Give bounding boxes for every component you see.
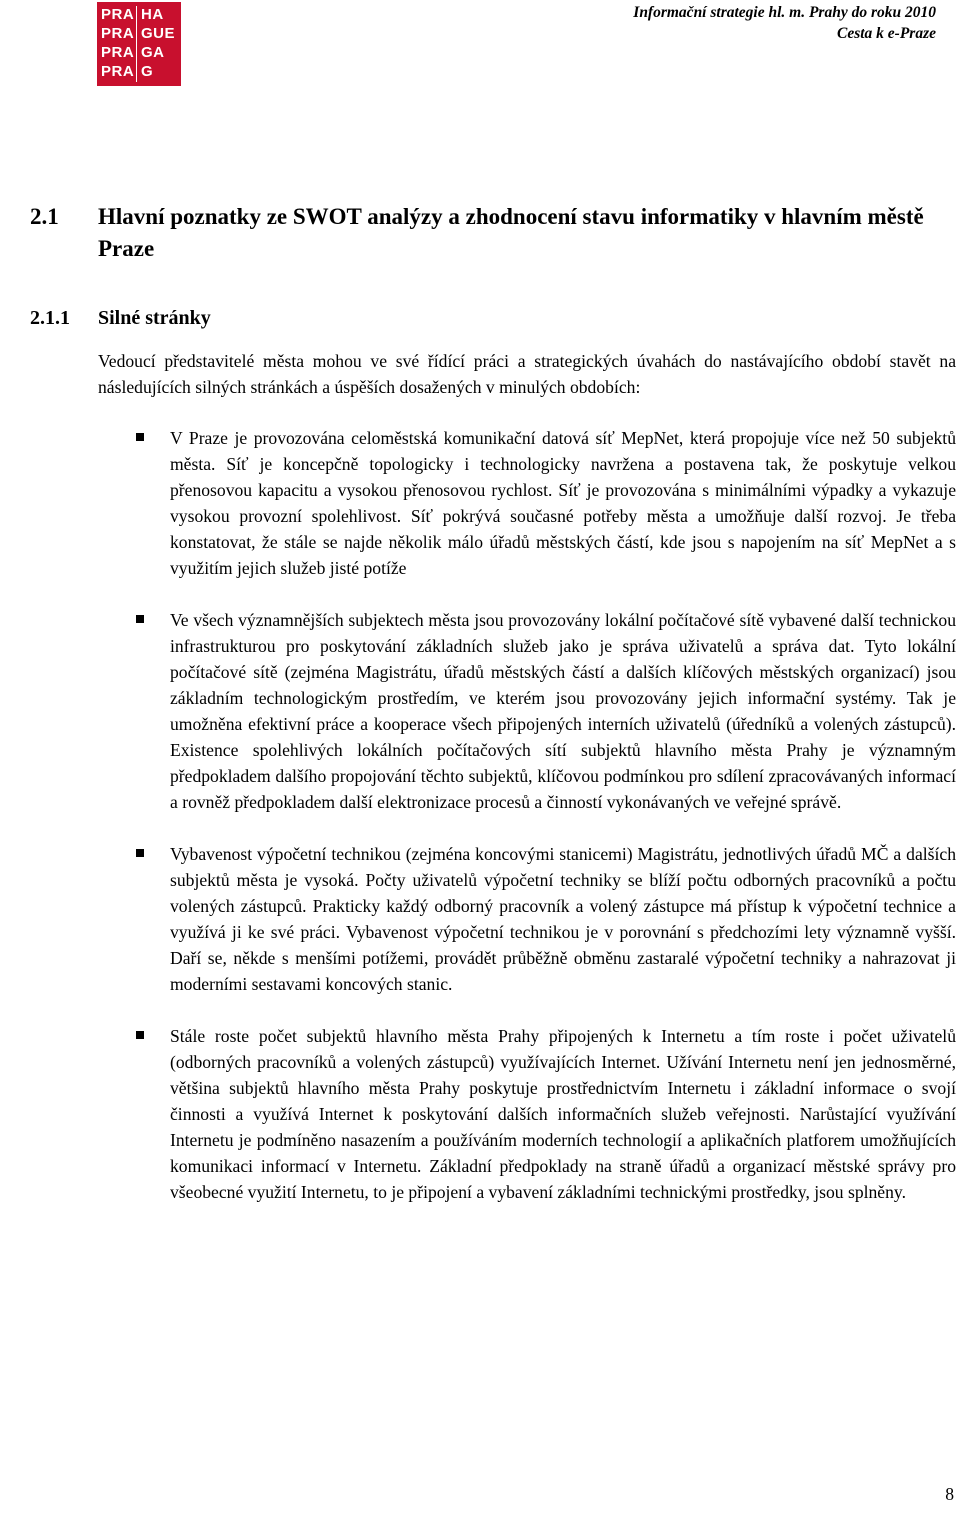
logo-text: HA: [141, 6, 164, 23]
page-number: 8: [945, 1484, 954, 1504]
logo-text: GA: [141, 44, 165, 61]
bullet-square-icon: [136, 1031, 144, 1039]
prague-logo: [97, 2, 181, 86]
list-item: [98, 425, 956, 581]
header-subtitle: Cesta k e-Praze: [836, 25, 936, 42]
logo-text: G: [141, 63, 154, 80]
list-item: [98, 607, 956, 815]
subsection-title: Silné stránky: [98, 307, 211, 329]
logo-grid: [97, 2, 181, 86]
logo-text: PRA: [101, 44, 135, 61]
list-item: [98, 841, 956, 997]
list-item-text: Stále roste počet subjektů hlavního města Prahy připojených k Internetu a tím roste i počet uživatelů (odborných pracovníků a volených zástupců) využívajících Internet. Užívání Internetu není jen jednosměrné, většina subjektů hlavního města Prahy poskytuje prostřednictvím Internetu i základní informace o svojí činnosti a využívá Internet k poskytování dalších informačních služeb veřejnosti. Narůstající využívání Internetu je podmíněno nasazením a používáním moderních technologií a aplikačních platforem umožňujících komunikaci informací v Internetu. Základní předpoklady na straně úřadů a organizací městské správy pro všeobecné využití Internetu, to je připojení a vybavení základními technickými prostředky, jsou splněny.: [170, 1026, 956, 1202]
section-title: Hlavní poznatky ze SWOT analýzy a zhodnocení stavu informatiky v hlavním městě Praze: [98, 204, 924, 261]
list-item: [98, 1023, 956, 1205]
bullet-square-icon: [136, 433, 144, 441]
logo-text: GUE: [141, 25, 176, 42]
list-item-text: V Praze je provozována celoměstská komunikační datová síť MepNet, která propojuje více než 50 subjektů města. Síť je koncepčně topologicky i technologicky navržena a postavena tak, že poskytuje velkou přenosovou kapacitu a vysokou přenosovou rychlost. Síť je provozována s minimálními výpadky a vykazuje vysokou provozní spolehlivost. Síť pokrývá současné potřeby města a umožňuje další rozvoj. Je třeba konstatovat, že stále se najde několik málo úřadů městských částí, kde jsou s napojením na síť MepNet a s využitím jejich služeb jisté potíže: [170, 428, 956, 578]
document-header: [633, 2, 936, 44]
section-number: 2.1: [30, 204, 59, 229]
list-item-text: Vybavenost výpočetní technikou (zejména koncovými stanicemi) Magistrátu, jednotlivých úřadů MČ a dalších subjektů města je vysoká. Počty uživatelů výpočetní techniky se blíží počtu odborných pracovníků a počtu volených zástupců. Prakticky každý odborný pracovník a volený zástupce má přístup k výpočetní technice a využívá ji ke své práci. Vybavenost výpočetní technikou je v porovnání s předchozími lety významně vyšší. Daří se, někde s menšími potížemi, provádět průběžně obměnu zastaralé výpočetní techniky a nahrazovat ji moderními sestavami koncových stanic.: [170, 844, 956, 994]
strengths-list: [98, 425, 956, 1231]
subsection-number: 2.1.1: [30, 307, 70, 329]
bullet-square-icon: [136, 615, 144, 623]
list-item-text: Ve všech významnějších subjektech města jsou provozovány lokální počítačové sítě vybavené další technickou infrastrukturou pro poskytování základních služeb jako je správa uživatelů a správa dat. Tyto lokální počítačové sítě (zejména Magistrátu, úřadů městských částí a dalších klíčových městských organizací) jsou základním technologickým prostředím, ve kterém jsou provozovány jejich informační systémy. Tak je umožněna efektivní práce a kooperace všech připojených interních uživatelů (úředníků a volených zástupců). Existence spolehlivých lokálních počítačových sítí subjektů hlavního města Prahy je významným předpokladem dalšího propojování těchto subjektů, klíčovou podmínkou pro sdílení zpracovávaných informací a rovněž předpokladem další elektronizace procesů a činností vykonávaných ve veřejné správě.: [170, 610, 956, 812]
intro-paragraph: Vedoucí představitelé města mohou ve své řídící práci a strategických úvahách do nastávajícího období stavět na následujících silných stránkách a úspěších dosažených v minulých obdobích:: [98, 351, 956, 397]
logo-text: PRA: [101, 25, 135, 42]
header-title: Informační strategie hl. m. Prahy do roku 2010: [633, 4, 936, 21]
bullet-square-icon: [136, 849, 144, 857]
logo-divider: [136, 6, 137, 82]
logo-text: PRA: [101, 63, 135, 80]
logo-text: PRA: [101, 6, 135, 23]
